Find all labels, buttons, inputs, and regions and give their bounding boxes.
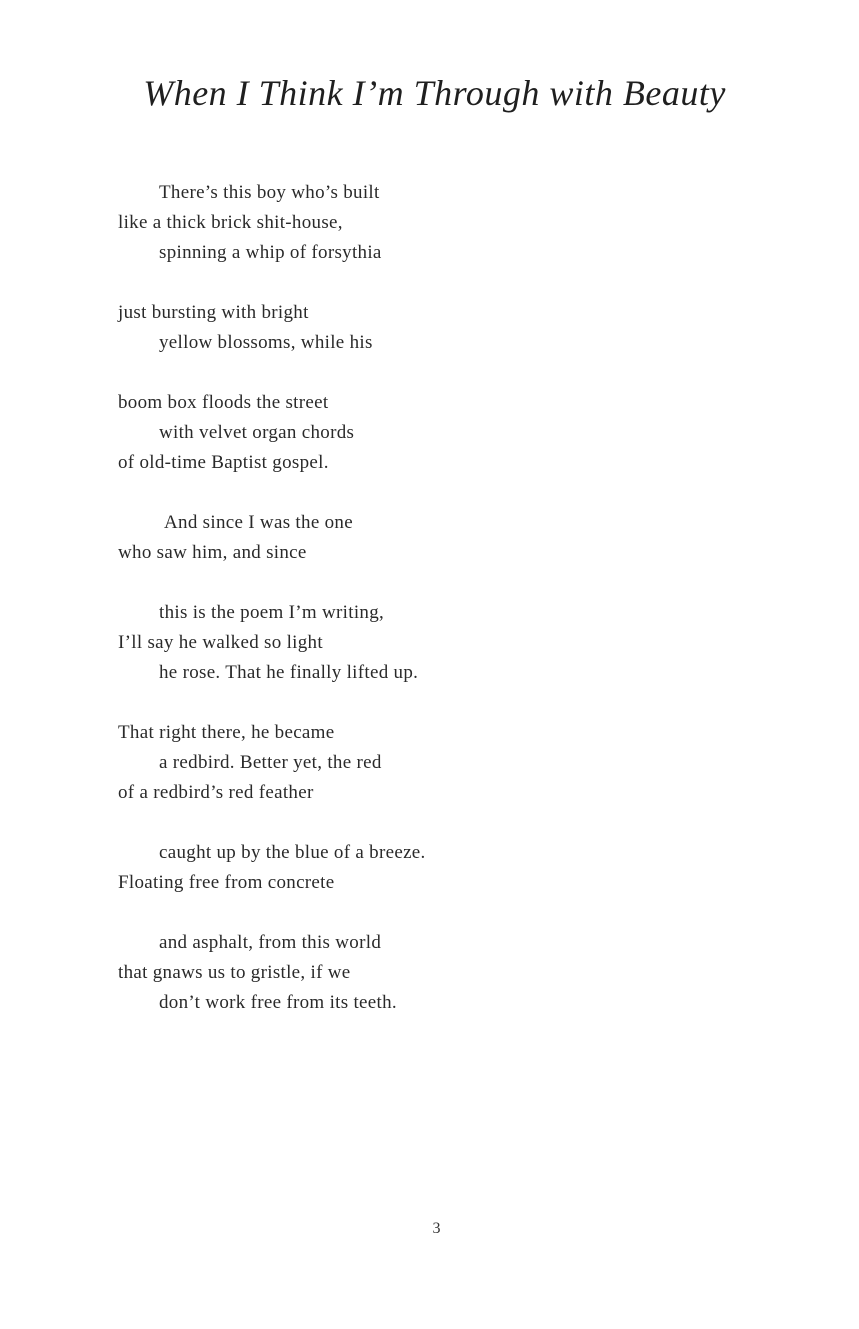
poem-line: caught up by the blue of a breeze. xyxy=(159,842,426,863)
poem-title: When I Think I’m Through with Beauty xyxy=(143,73,726,113)
poem-line: That right there, he became xyxy=(118,722,335,743)
poem-line: and asphalt, from this world xyxy=(159,932,382,953)
poem-line: I’ll say he walked so light xyxy=(118,632,323,653)
poem-line: who saw him, and since xyxy=(118,542,307,563)
poem-line: And since I was the one xyxy=(164,512,353,533)
poem-line: spinning a whip of forsythia xyxy=(159,242,382,263)
poem-line: just bursting with bright xyxy=(118,302,309,323)
page-number: 3 xyxy=(432,1220,441,1237)
poem-line: with velvet organ chords xyxy=(159,422,355,443)
poem-line: don’t work free from its teeth. xyxy=(159,992,397,1013)
poem-line: a redbird. Better yet, the red xyxy=(159,752,382,773)
poem-line: yellow blossoms, while his xyxy=(159,332,373,353)
poem-line: Floating free from concrete xyxy=(118,872,335,893)
poem-line: like a thick brick shit-house, xyxy=(118,212,343,233)
poem-line: he rose. That he finally lifted up. xyxy=(159,662,419,683)
poem-line: There’s this boy who’s built xyxy=(159,182,380,203)
poem-line: boom box floods the street xyxy=(118,392,329,413)
poem-line: this is the poem I’m writing, xyxy=(159,602,385,623)
poem-line: of old-time Baptist gospel. xyxy=(118,452,329,473)
poem-line: that gnaws us to gristle, if we xyxy=(118,962,351,983)
poem-body xyxy=(118,178,738,1018)
poem-line: of a redbird’s red feather xyxy=(118,782,314,803)
